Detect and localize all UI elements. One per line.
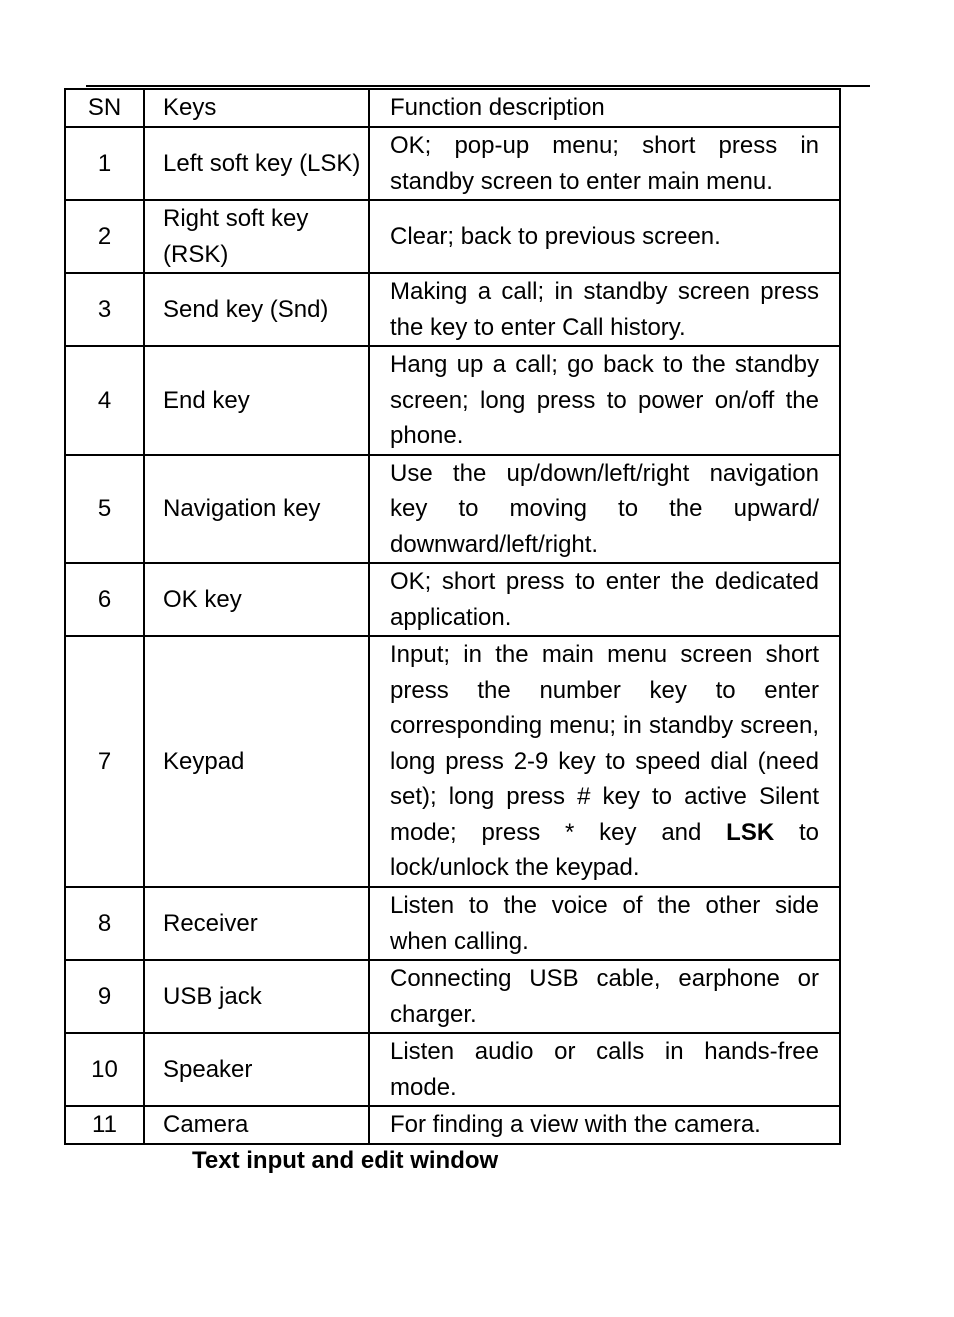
row-sn: 2 (65, 200, 144, 273)
row-sn: 1 (65, 127, 144, 200)
row-sn: 5 (65, 455, 144, 564)
row-sn: 4 (65, 346, 144, 455)
row-desc (369, 636, 840, 887)
header-function: Function description (369, 89, 840, 127)
table-row (65, 563, 840, 636)
row-sn: 11 (65, 1106, 144, 1144)
table-row (65, 127, 840, 200)
row-key: Send key (Snd) (144, 273, 369, 346)
row-sn: 3 (65, 273, 144, 346)
row-key: Right soft key (RSK) (144, 200, 369, 273)
row-desc: Hang up a call; go back to the standby screen; long press to power on/off the phone. (369, 346, 840, 455)
row-key: USB jack (144, 960, 369, 1033)
row-key: End key (144, 346, 369, 455)
header-sn: SN (65, 89, 144, 127)
row-desc-tail: to lock/unlock the keypad. (390, 818, 819, 882)
row-sn: 6 (65, 563, 144, 636)
table-row (65, 636, 840, 887)
table-row (65, 960, 840, 1033)
table-row (65, 455, 840, 564)
row-desc-text: Input; in the main menu screen short press the number key to enter corresponding menu; in standby screen, long press 2-9 key to speed dial (need set); long press # key to active Silent mode; press * key and (390, 641, 819, 846)
row-key: Keypad (144, 636, 369, 887)
row-key: OK key (144, 563, 369, 636)
row-key: Receiver (144, 887, 369, 960)
table-header-row (65, 89, 840, 127)
table-row (65, 273, 840, 346)
table-row (65, 346, 840, 455)
row-key: Navigation key (144, 455, 369, 564)
row-desc: For finding a view with the camera. (369, 1106, 840, 1144)
table-row (65, 1033, 840, 1106)
row-sn: 8 (65, 887, 144, 960)
row-desc: Listen audio or calls in hands-free mode. (369, 1033, 840, 1106)
row-key: Speaker (144, 1033, 369, 1106)
header-keys: Keys (144, 89, 369, 127)
table-row (65, 887, 840, 960)
key-function-table (64, 88, 841, 1145)
row-desc-bold: LSK (726, 818, 775, 846)
row-key: Left soft key (LSK) (144, 127, 369, 200)
table-row (65, 1106, 840, 1144)
row-sn: 10 (65, 1033, 144, 1106)
row-desc: Listen to the voice of the other side when calling. (369, 887, 840, 960)
row-desc: Making a call; in standby screen press the key to enter Call history. (369, 273, 840, 346)
row-desc: OK; pop-up menu; short press in standby screen to enter main menu. (369, 127, 840, 200)
row-desc: Use the up/down/left/right navigation key to moving to the upward/ downward/left/right. (369, 455, 840, 564)
top-rule (86, 85, 870, 87)
row-desc: OK; short press to enter the dedicated application. (369, 563, 840, 636)
row-desc: Connecting USB cable, earphone or charger. (369, 960, 840, 1033)
table-row (65, 200, 840, 273)
row-sn: 9 (65, 960, 144, 1033)
section-title: Text input and edit window (192, 1147, 499, 1174)
row-desc: Clear; back to previous screen. (369, 200, 840, 273)
row-key: Camera (144, 1106, 369, 1144)
row-sn: 7 (65, 636, 144, 887)
